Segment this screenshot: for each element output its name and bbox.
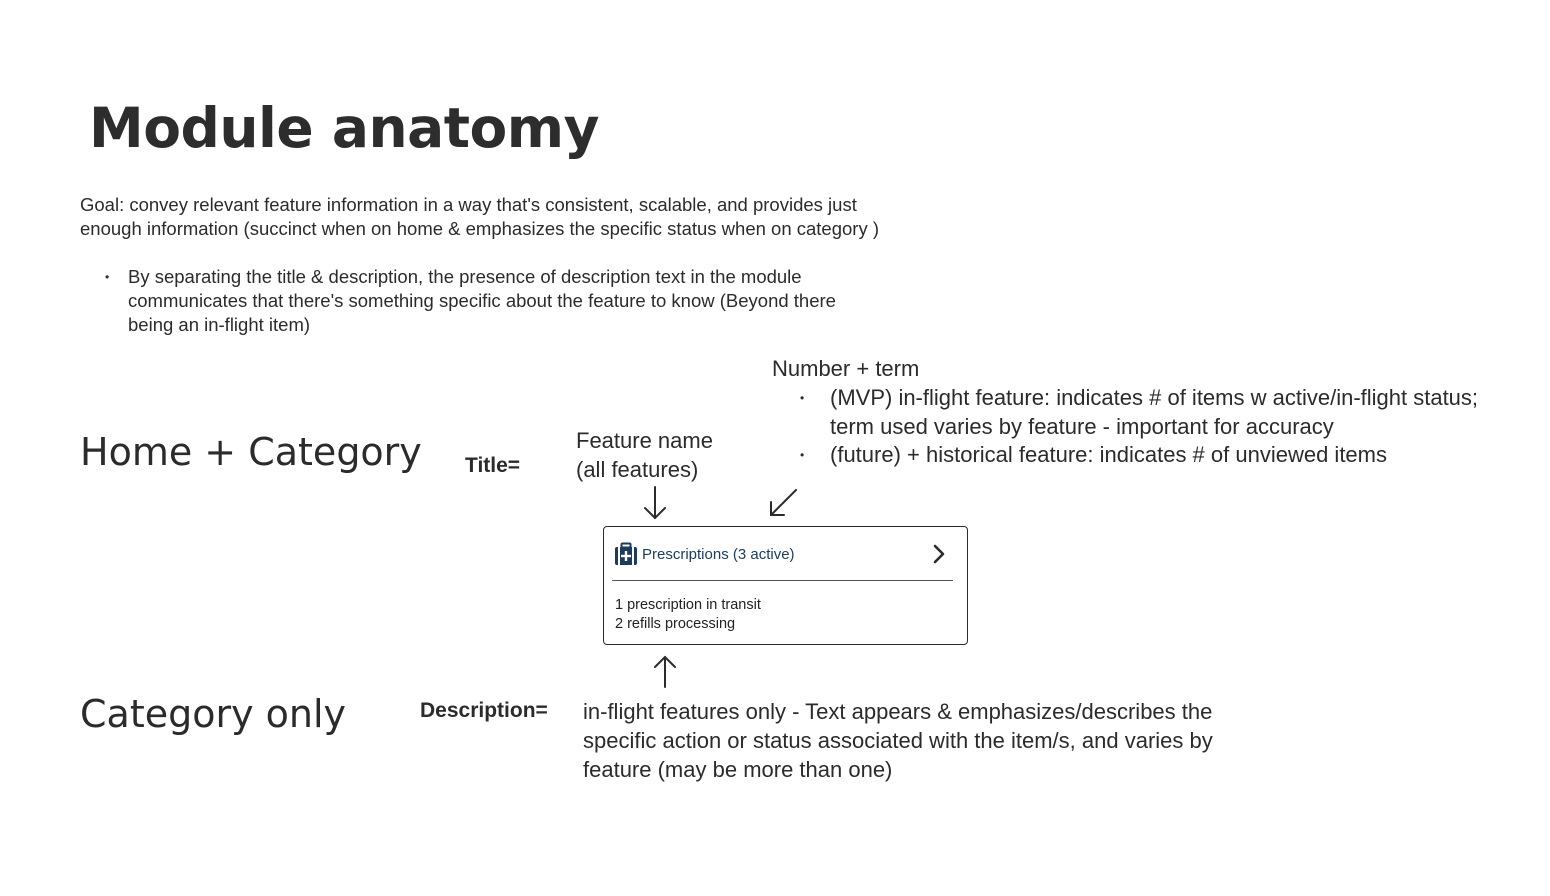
description-eq-label: Description= [420,699,548,722]
arrow-diagonal-to-number [771,490,796,515]
section-home-category: Home + Category [80,430,422,474]
page-title: Module anatomy [89,96,599,160]
card-description-line: 2 refills processing [615,616,736,632]
number-term-heading: Number + term [772,356,920,381]
feature-name-line1: Feature name [576,428,713,453]
bullet-dot: • [105,270,110,284]
card-description-line: 1 prescription in transit [615,597,761,613]
goal-text: Goal: convey relevant feature information in a way that's consistent, scalable, and provides just enough information (succinct when on home & emphasizes the specific status when on category ) [80,194,880,239]
title-eq-label: Title= [465,454,521,477]
number-term-bullet-text: (future) + historical feature: indicates # of unviewed items [830,442,1387,467]
bullet-dot: • [800,448,805,462]
card-title: Prescriptions (3 active) [642,545,795,563]
bullet-dot: • [800,391,805,405]
arrow-up-to-description [655,657,675,687]
arrow-down-to-title [645,487,665,518]
number-term-bullet-text: (MVP) in-flight feature: indicates # of items w active/in-flight status; term used varies by feature - important for accuracy [830,385,1479,439]
section-category-only: Category only [80,692,347,736]
goal-bullet-text: By separating the title & description, the presence of description text in the module communicates that there's something specific about the feature to know (Beyond there being an in-flight item) [128,266,836,335]
feature-name-line2: (all features) [576,457,699,482]
description-annotation: in-flight features only - Text appears & emphasizes/describes the specific action or status associated with the item/s, and varies by feature (may be more than one) [583,699,1213,782]
